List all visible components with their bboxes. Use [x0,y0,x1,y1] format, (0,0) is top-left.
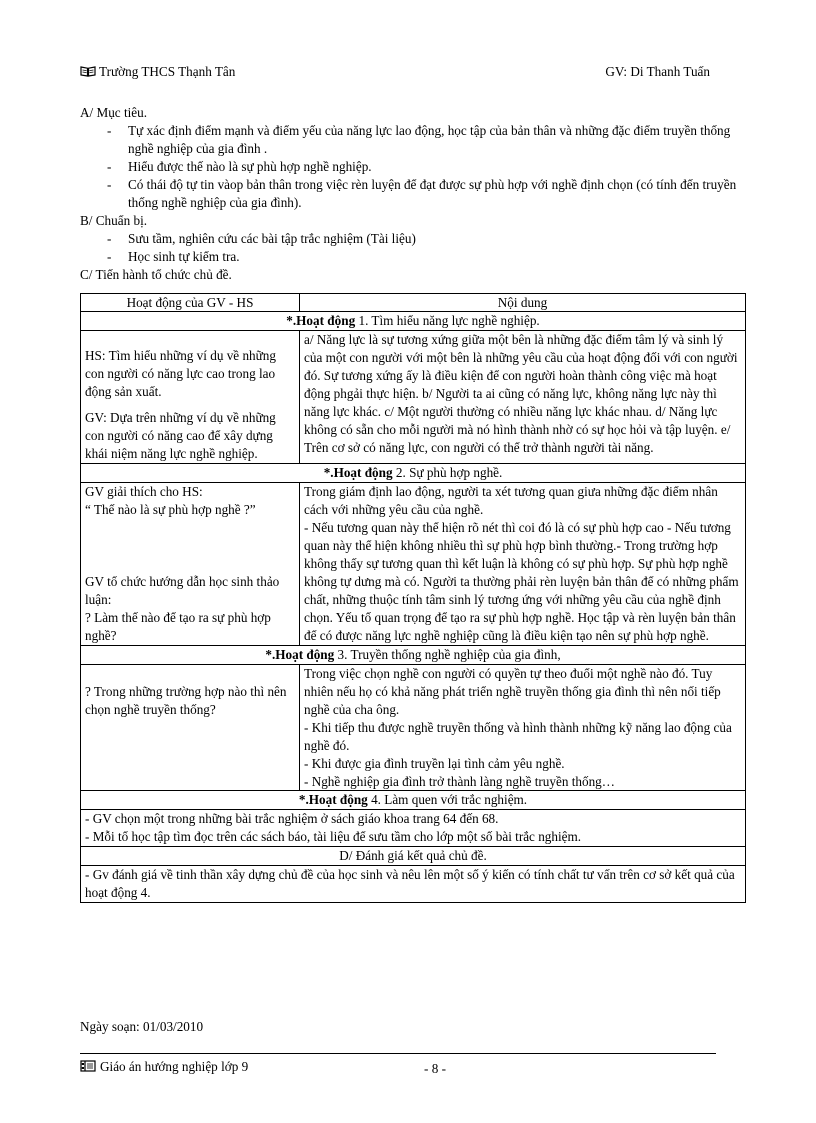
activity-title-row [81,791,746,810]
section-c-title: C/ Tiến hành tổ chức chủ đề. [80,266,232,282]
activity2-right: Trong giám định lao động, người ta xét tương quan giưa những đặc điểm nhân cách với những yêu cầu của nghề. - Nếu tương quan này thể hiện rõ nét thì coi đó là có sự phù hợp cao - Nếu tương quan này thể hiện không nhiều thì sự phù hợp bình thường.- Trong trường hợp không thấy sự tương quan thì kết luận là không có sự phù hợp. Sự phù hợp nghề không tự dưng mà có. Người ta thường phải rèn luyện bản thân để có những phẩm chất, những thuộc tính tâm sinh lý tương ứng với những yêu cầu của nghề định chọn. Yếu tố quan trọng để tạo ra sự phù hợp nghề. Học tập và rèn luyện bản thân để có được năng lực nghề nghiệp cũng là điều kiện tạo nên sự phù hợp nghề. [300,483,746,646]
activity2-title: *.Hoạt động 2. Sự phù hợp nghề. [81,464,746,483]
table-row [81,483,746,646]
list-item: - Có thái độ tự tin vàop bản thân trong việc rèn luyện để đạt được sự phù hợp với nghề định chọn (có tính đến truyền thống nghề nghiệp của gia đình). [80,176,746,212]
section-d-title-row [81,847,746,866]
table-row [81,664,746,791]
activity4-content: - GV chọn một trong những bài trắc nghiệm ở sách giáo khoa trang 64 đến 68. - Mỗi tổ học tập tìm đọc trên các sách báo, tài liệu để sưu tầm cho lớp một số bài trắc nghiệm. [81,810,746,847]
open-book-icon [80,66,96,77]
col1-header: Hoạt động của GV - HS [81,293,300,312]
school-name: Trường THCS Thạnh Tân [99,64,236,79]
preparation-date: Ngày soạn: 01/03/2010 [80,1019,204,1034]
list-item: - Hiểu được thế nào là sự phù hợp nghề nghiệp. [80,158,746,176]
section-b-title: B/ Chuẩn bị. [80,212,148,228]
table-row [81,810,746,847]
teacher-name: GV: Di Thanh Tuấn [605,64,710,79]
list-item: - Sưu tầm, nghiên cứu các bài tập trắc nghiệm (Tài liệu) [80,230,746,248]
activity4-title: *.Hoạt động 4. Làm quen với trắc nghiệm. [81,791,746,810]
activity1-left: HS: Tìm hiểu những ví dụ về những con người có năng lực cao trong lao động sản xuất. GV: Dựa trên những ví dụ về những con người có năng cao để xây dựng khái niệm năng lực nghề nghiệp. [81,331,300,464]
activity1-right: a/ Năng lực là sự tương xứng giữa một bên là những đặc điểm tâm lý và sinh lý của một con người với một bên là những yêu cầu của hoạt động đối với con người đó. Sự tương xứng ấy là điều kiện để con người hoàn thành công việc mà hoạt động phgải thực hiện. b/ Người ta ai cũng có năng lực, không năng lực này thì năng lực khác. c/ Một người thường có nhiều năng lực khác nhau. d/ Năng lực không có sẵn cho mỗi người mà nó hình thành nhờ có sự học hỏi và tập luyện. e/ Trên cơ sở có năng lực, con người có thể trở thành người tài năng. [300,331,746,464]
section-d-text: - Gv đánh giá về tinh thần xây dựng chủ đề của học sinh và nêu lên một số ý kiến có tính chất tư vấn trên cơ sở kết quả của hoạt động 4. [81,866,746,903]
activity2-left: GV giải thích cho HS: “ Thế nào là sự phù hợp nghề ?” GV tổ chức hướng dẫn học sinh thảo luận: ? Làm thế nào để tạo ra sự phù hợp nghề? [81,483,300,646]
activity-title-row [81,645,746,664]
section-d-title: D/ Đánh giá kết quả chủ đề. [81,847,746,866]
section-a-list [80,122,746,212]
notebook-icon [80,1060,96,1072]
list-item: - Học sinh tự kiểm tra. [80,248,746,266]
header-school [80,63,235,81]
footer-title: Giáo án hướng nghiệp lớp 9 [80,1058,248,1076]
activity3-left: ? Trong những trường hợp nào thì nên chọn nghề truyền thống? [81,664,300,791]
activity1-title: *.Hoạt động 1. Tìm hiểu năng lực nghề nghiệp. [81,312,746,331]
table-row [81,331,746,464]
activity-title-row [81,312,746,331]
section-a-title: A/ Mục tiêu. [80,105,148,120]
activity-title-row [81,464,746,483]
activity-table [80,293,746,904]
page-header [80,63,720,83]
table-row [81,866,746,903]
activity3-title: *.Hoạt động 3. Truyền thống nghề nghiệp của gia đình, [81,645,746,664]
activity3-right: Trong việc chọn nghề con người có quyền tự theo đuổi một nghề nào đó. Tuy nhiên nếu họ có khả năng phát triển nghề truyền thống gia đình thì nên nối tiếp nghề của cha ông. - Khi tiếp thu được nghề truyền thống và hình thành những kỹ năng lao động của nghề đó. - Khi được gia đình truyền lại tình cảm yêu nghề. - Nghề nghiệp gia đình trở thành làng nghề truyền thống… [300,664,746,791]
section-b-list [80,230,746,266]
list-item: - Tự xác định điểm mạnh và điểm yếu của năng lực lao động, học tập của bản thân và những đặc điểm truyền thống nghề nghiệp của gia đình . [80,122,746,158]
table-header-row [81,293,746,312]
col2-header: Nội dung [300,293,746,312]
page-number: - 8 - [424,1061,446,1076]
document-body [80,104,746,903]
footer-divider [80,1053,716,1054]
